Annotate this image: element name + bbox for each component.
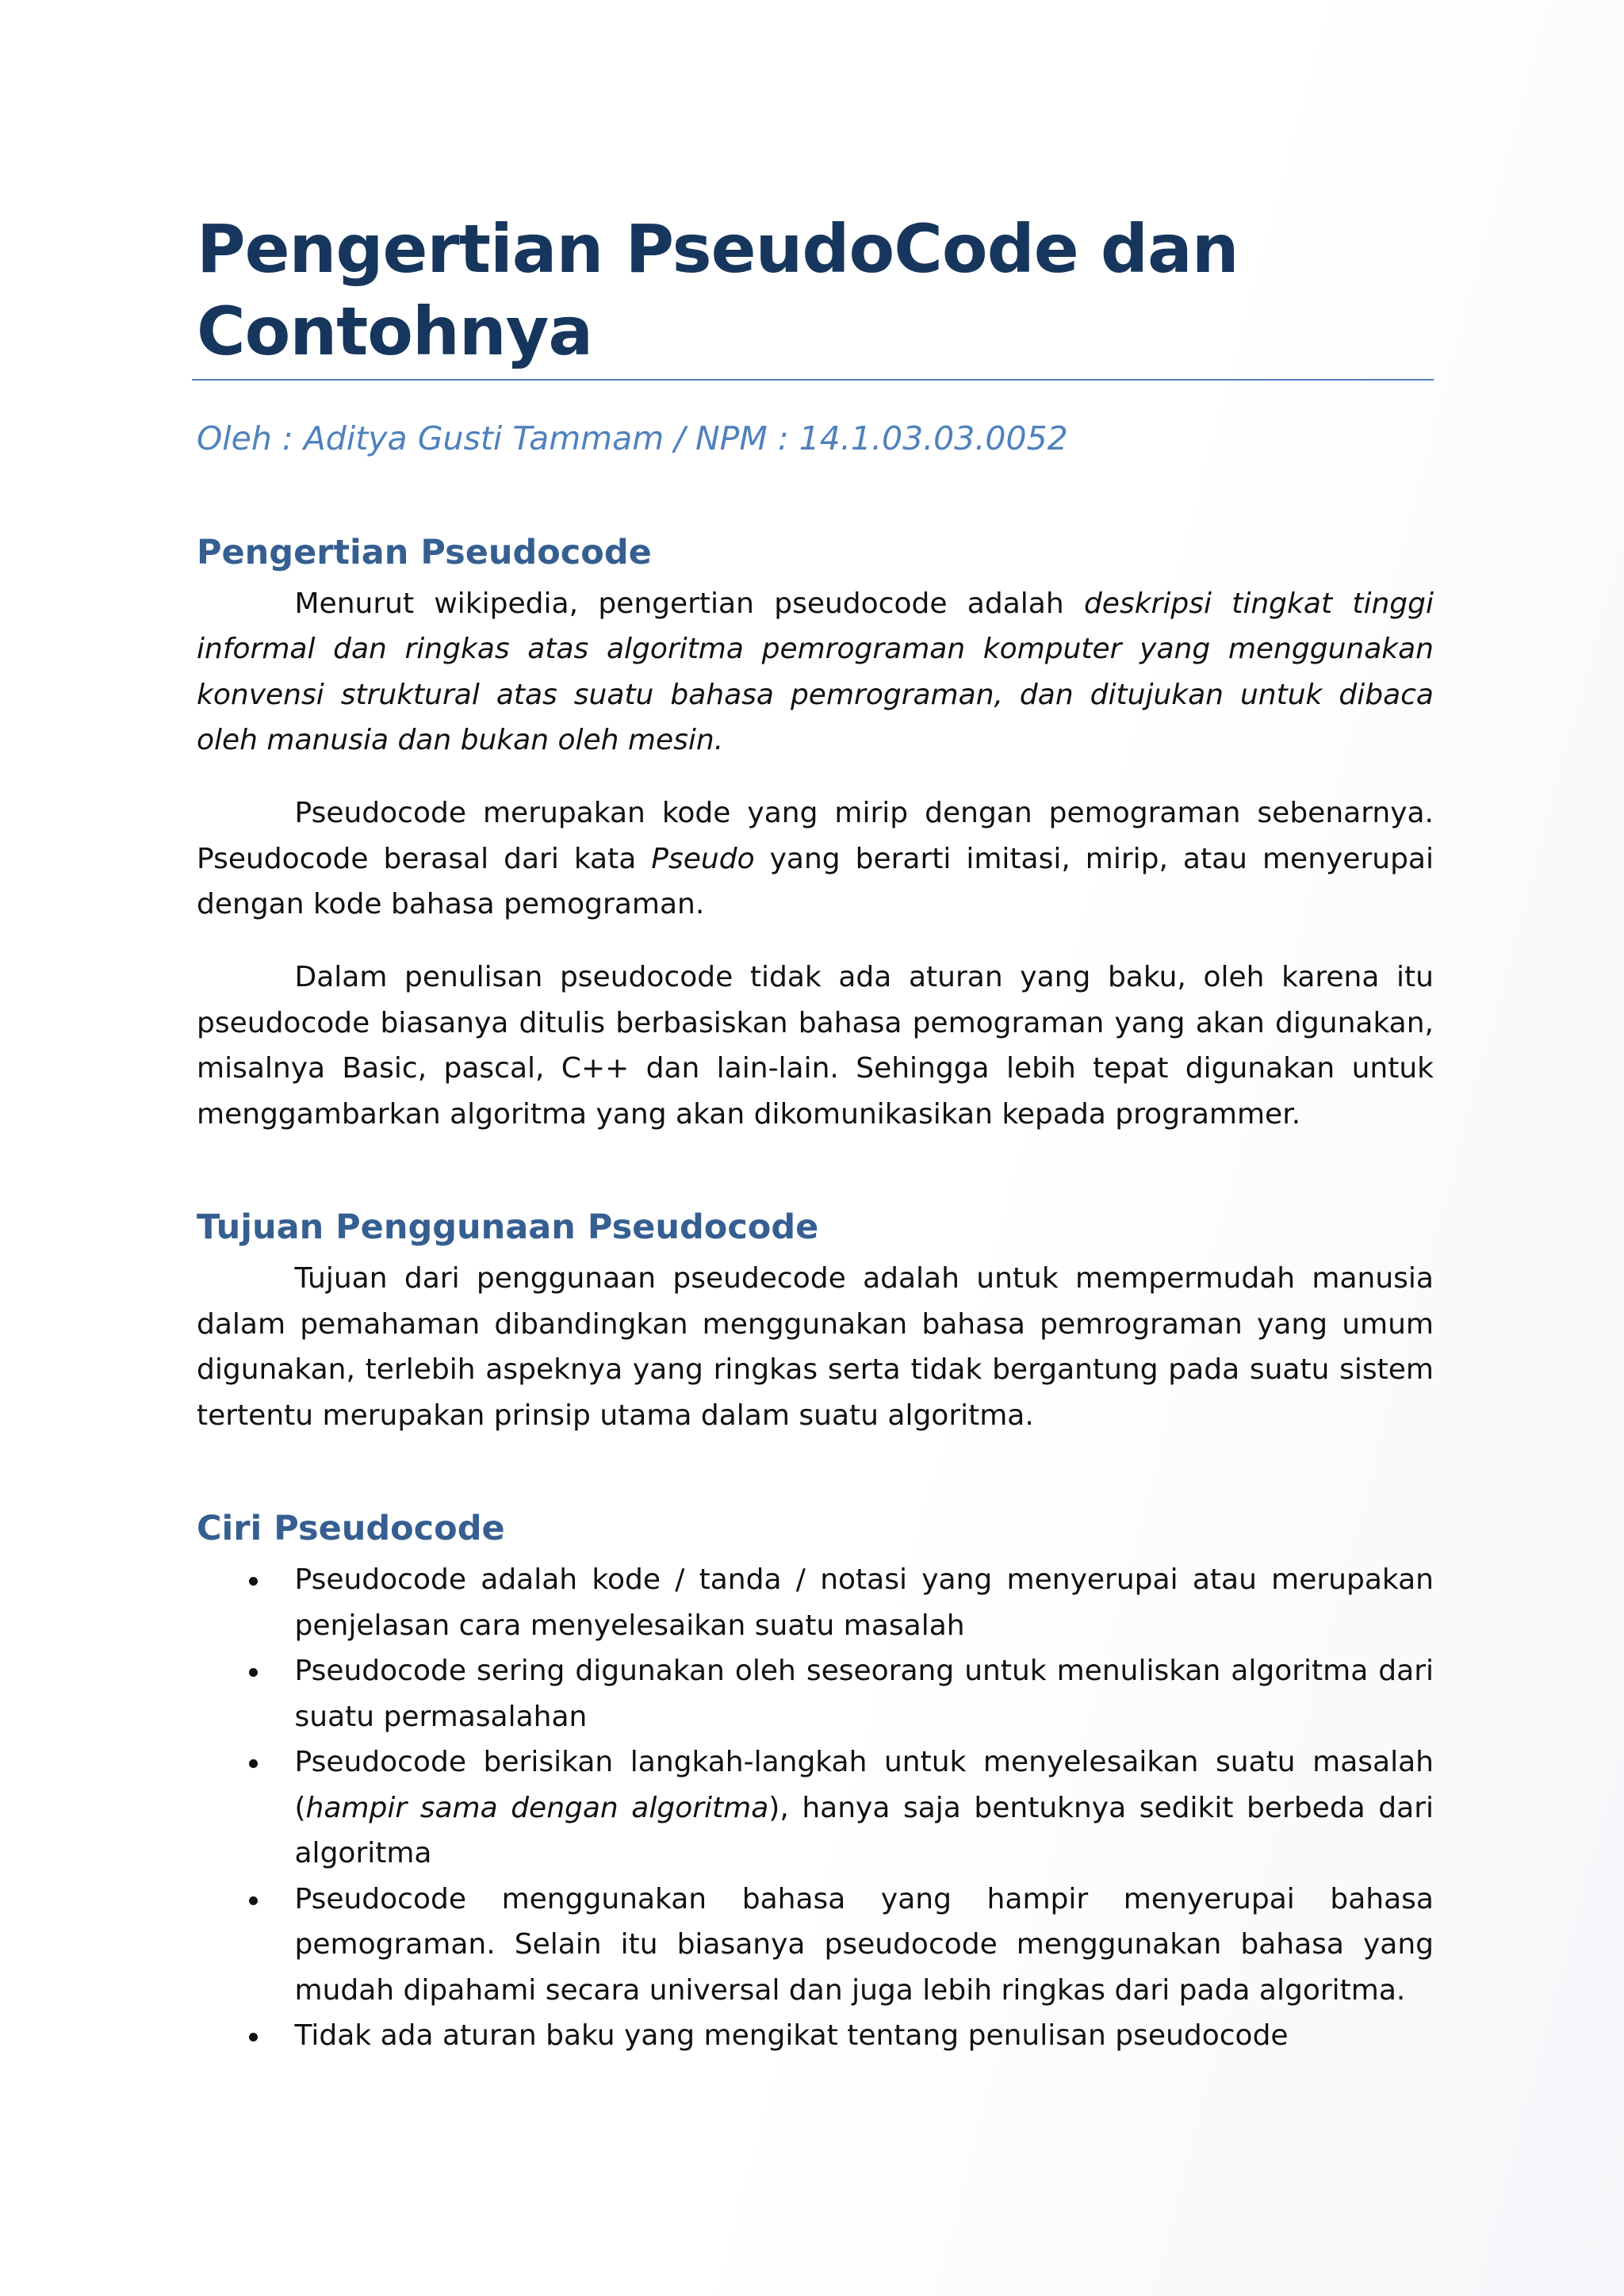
list-item — [197, 1557, 1434, 1648]
emphasis-text: Pseudo — [651, 842, 755, 875]
emphasis-text: hampir sama dengan algoritma — [305, 1791, 769, 1824]
bullet-icon — [249, 1896, 258, 1905]
bullet-list — [197, 1557, 1434, 2059]
document-title: Pengertian PseudoCode dan Contohnya — [197, 210, 1239, 370]
paragraph-text: yang berarti imitasi, mirip, atau menyerupai dengan kode bahasa pemograman. — [197, 842, 1434, 920]
paragraph-text: Pseudocode merupakan kode yang mirip dengan pemograman sebenarnya. Pseudocode berasal dari kata — [197, 797, 1434, 875]
list-item — [197, 2013, 1434, 2059]
section-heading: Ciri Pseudocode — [197, 1509, 505, 1548]
list-item-text: Pseudocode sering digunakan oleh seseorang untuk menuliskan algoritma dari suatu permasalahan — [294, 1655, 1434, 1733]
bullet-icon — [249, 1759, 258, 1768]
list-item — [197, 1877, 1434, 2014]
list-item — [197, 1739, 1434, 1877]
bullet-icon — [249, 1668, 258, 1677]
paragraph-text: Dalam penulisan pseudocode tidak ada aturan yang baku, oleh karena itu pseudocode biasanya ditulis berbasiskan bahasa pemograman yang akan digunakan, misalnya Basic, pascal, C++ dan lain-lain. Sehingga lebih tepat digunakan untuk menggambarkan algoritma yang akan dikomunikasikan kepada programmer. — [197, 961, 1434, 1131]
title-underline — [192, 379, 1434, 381]
paragraph — [197, 1256, 1434, 1438]
section-pengertian-pseudocode — [197, 530, 1434, 1138]
paragraph — [197, 790, 1434, 928]
bullet-icon — [249, 2033, 258, 2042]
paragraph-text: Menurut wikipedia, pengertian pseudocode adalah — [294, 587, 1084, 620]
paragraph-text: Tujuan dari penggunaan pseudecode adalah untuk mempermudah manusia dalam pemahaman dibandingkan menggunakan bahasa pemrograman yang umum digunakan, terlebih aspeknya yang ringkas serta tidak bergantung pada suatu sistem tertentu merupakan prinsip utama dalam suatu algoritma. — [197, 1262, 1434, 1432]
list-item-text: Pseudocode menggunakan bahasa yang hampir menyerupai bahasa pemograman. Selain itu biasanya pseudocode menggunakan bahasa yang mudah dipahami secara universal dan juga lebih ringkas dari pada algoritma. — [294, 1882, 1434, 2007]
section-heading: Pengertian Pseudocode — [197, 532, 652, 572]
list-item-text: Pseudocode berisikan langkah-langkah untuk menyelesaikan suatu masalah ( — [294, 1746, 1434, 1824]
paragraph — [197, 581, 1434, 763]
list-item — [197, 1648, 1434, 1739]
author-byline: Oleh : Aditya Gusti Tammam / NPM : 14.1.03.03.0052 — [197, 419, 1068, 457]
paragraph — [197, 955, 1434, 1137]
section-heading: Tujuan Penggunaan Pseudocode — [197, 1207, 819, 1247]
emphasis-text: deskripsi tingkat tinggi informal dan ringkas atas algoritma pemrograman komputer yang menggunakan konvensi struktural atas suatu bahasa pemrograman, dan ditujukan untuk dibaca oleh manusia dan bukan oleh mesin. — [197, 587, 1434, 756]
list-item-text: ), hanya saja bentuknya sedikit berbeda dari algoritma — [294, 1791, 1434, 1869]
bullet-icon — [249, 1577, 258, 1586]
section-ciri-pseudocode — [197, 1506, 1434, 2059]
list-item-text: Pseudocode adalah kode / tanda / notasi yang menyerupai atau merupakan penjelasan cara menyelesaikan suatu masalah — [294, 1563, 1434, 1642]
section-tujuan-penggunaan — [197, 1205, 1434, 1438]
list-item-text: Tidak ada aturan baku yang mengikat tentang penulisan pseudocode — [294, 2019, 1289, 2052]
